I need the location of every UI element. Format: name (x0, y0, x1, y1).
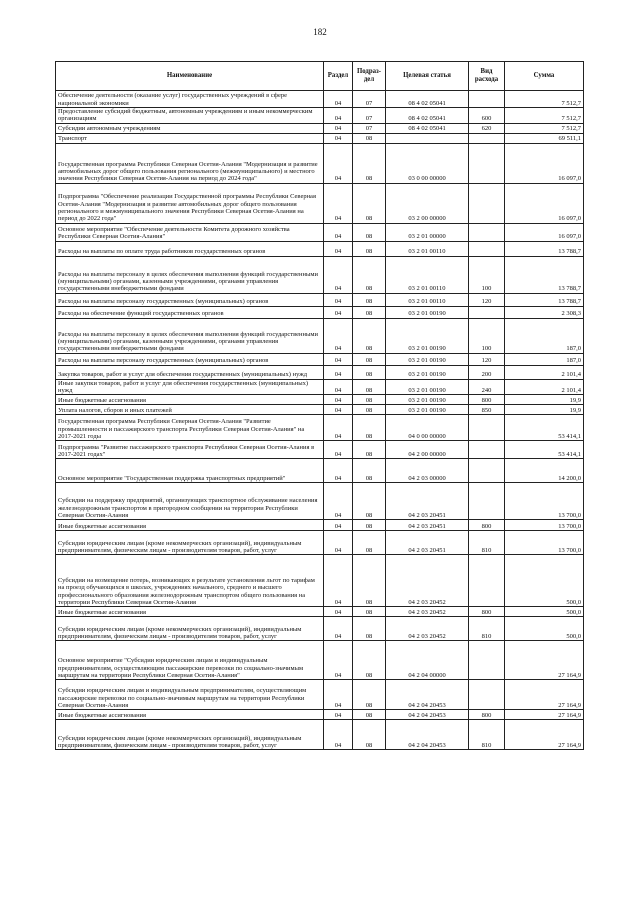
row-target-code: 08 4 02 05041 (386, 108, 469, 124)
table-row (56, 720, 584, 750)
row-section: 04 (324, 133, 353, 143)
row-subsection: 08 (353, 520, 386, 531)
table-row (56, 531, 584, 555)
row-section: 04 (324, 405, 353, 415)
row-expense-type: 800 (469, 520, 505, 531)
row-subsection: 08 (353, 293, 386, 306)
table-row (56, 108, 584, 124)
row-amount: 500,0 (505, 617, 584, 641)
table-row (56, 680, 584, 710)
row-expense-type: 120 (469, 293, 505, 306)
row-amount: 187,0 (505, 353, 584, 365)
row-section: 04 (324, 293, 353, 306)
row-name: Иные бюджетные ассигнования (56, 710, 324, 720)
table-row (56, 241, 584, 256)
row-subsection: 08 (353, 710, 386, 720)
row-amount: 53 414,1 (505, 441, 584, 459)
table-row (56, 441, 584, 459)
table-row (56, 306, 584, 318)
row-expense-type: 200 (469, 365, 505, 379)
row-expense-type (469, 241, 505, 256)
row-expense-type (469, 133, 505, 143)
row-name: Подпрограмма "Развитие пассажирского транспорта Республики Северная Осетия-Алания в 2017-2021 годах" (56, 441, 324, 459)
row-target-code: 03 2 01 00190 (386, 306, 469, 318)
row-name: Расходы на выплаты по оплате труда работников государственных органов (56, 241, 324, 256)
row-subsection: 08 (353, 720, 386, 750)
budget-table (55, 61, 584, 750)
row-target-code: 03 2 01 00190 (386, 379, 469, 395)
row-subsection: 08 (353, 379, 386, 395)
row-expense-type: 100 (469, 256, 505, 293)
header-target: Целевая статья (386, 62, 469, 91)
row-expense-type (469, 223, 505, 241)
row-name: Субсидии юридическим лицам (кроме некоммерческих организаций), индивидуальным предпринимателям, физическим лицам - производителям товаров, работ, услуг (56, 617, 324, 641)
row-section: 04 (324, 108, 353, 124)
table-row (56, 223, 584, 241)
row-subsection: 08 (353, 531, 386, 555)
row-section: 04 (324, 318, 353, 353)
row-subsection: 08 (353, 395, 386, 405)
row-amount: 13 788,7 (505, 293, 584, 306)
row-expense-type (469, 143, 505, 183)
row-target-code: 03 2 01 00110 (386, 256, 469, 293)
row-amount: 69 511,1 (505, 133, 584, 143)
row-subsection: 08 (353, 441, 386, 459)
row-expense-type: 810 (469, 531, 505, 555)
row-amount: 27 164,9 (505, 710, 584, 720)
row-expense-type (469, 306, 505, 318)
row-amount: 13 788,7 (505, 241, 584, 256)
row-name: Иные бюджетные ассигнования (56, 607, 324, 617)
row-name: Транспорт (56, 133, 324, 143)
row-subsection: 08 (353, 223, 386, 241)
row-section: 04 (324, 680, 353, 710)
table-row (56, 607, 584, 617)
row-expense-type: 600 (469, 108, 505, 124)
row-target-code: 04 2 00 00000 (386, 441, 469, 459)
row-subsection: 08 (353, 459, 386, 483)
table-header-row (56, 62, 584, 91)
row-name: Предоставление субсидий бюджетным, автономным учреждениям и иным некоммерческим организациям (56, 108, 324, 124)
row-expense-type (469, 183, 505, 223)
row-expense-type (469, 680, 505, 710)
row-target-code: 03 2 00 00000 (386, 183, 469, 223)
row-section: 04 (324, 256, 353, 293)
row-target-code: 03 2 01 00190 (386, 405, 469, 415)
row-expense-type (469, 91, 505, 108)
row-target-code: 04 0 00 00000 (386, 415, 469, 441)
row-amount: 13 788,7 (505, 256, 584, 293)
row-section: 04 (324, 720, 353, 750)
row-amount: 500,0 (505, 607, 584, 617)
row-amount: 19,9 (505, 395, 584, 405)
row-name: Иные бюджетные ассигнования (56, 520, 324, 531)
table-row (56, 710, 584, 720)
table-row (56, 483, 584, 520)
table-row (56, 293, 584, 306)
row-expense-type: 800 (469, 607, 505, 617)
table-row (56, 91, 584, 108)
row-expense-type: 810 (469, 617, 505, 641)
table-row (56, 318, 584, 353)
header-section: Раздел (324, 62, 353, 91)
row-target-code: 04 2 04 20453 (386, 680, 469, 710)
row-section: 04 (324, 123, 353, 133)
row-subsection: 08 (353, 641, 386, 680)
row-section: 04 (324, 617, 353, 641)
table-row (56, 143, 584, 183)
row-name: Субсидии юридическим лицам (кроме некоммерческих организаций), индивидуальным предпринимателям, физическим лицам - производителям товаров, работ, услуг (56, 720, 324, 750)
row-name: Субсидии на поддержку предприятий, организующих транспортное обслуживание населения железнодорожным транспортом в пригородном сообщении на территории Республики Северная Осетия-Алания (56, 483, 324, 520)
row-section: 04 (324, 555, 353, 607)
row-target-code: 03 2 01 00190 (386, 318, 469, 353)
row-subsection: 08 (353, 680, 386, 710)
row-subsection: 08 (353, 555, 386, 607)
row-expense-type (469, 441, 505, 459)
row-name: Подпрограмма "Обеспечение реализации Государственной программы Республики Северная Осетия-Алания "Модернизация и развитие автомобильных дорог общего пользования регионального и межмуниципального значения Республики Северная Осетия-Алания на период до 2022 года" (56, 183, 324, 223)
table-row (56, 459, 584, 483)
table-row (56, 555, 584, 607)
row-name: Закупка товаров, работ и услуг для обеспечения государственных (муниципальных) нужд (56, 365, 324, 379)
row-amount: 14 200,0 (505, 459, 584, 483)
table-row (56, 133, 584, 143)
row-name: Уплата налогов, сборов и иных платежей (56, 405, 324, 415)
row-expense-type (469, 483, 505, 520)
table-row (56, 520, 584, 531)
row-section: 04 (324, 143, 353, 183)
row-amount: 16 097,0 (505, 143, 584, 183)
row-target-code: 03 2 01 00190 (386, 395, 469, 405)
row-expense-type: 810 (469, 720, 505, 750)
row-target-code: 04 2 03 20452 (386, 607, 469, 617)
row-target-code: 04 2 03 20452 (386, 617, 469, 641)
row-name: Иные бюджетные ассигнования (56, 395, 324, 405)
row-name: Расходы на выплаты персоналу государственных (муниципальных) органов (56, 293, 324, 306)
row-subsection: 08 (353, 183, 386, 223)
table-row (56, 395, 584, 405)
row-target-code: 03 2 01 00190 (386, 353, 469, 365)
row-expense-type: 120 (469, 353, 505, 365)
table-row (56, 353, 584, 365)
row-amount: 27 164,9 (505, 680, 584, 710)
row-name: Государственная программа Республики Северная Осетия-Алания "Модернизация и развитие автомобильных дорог общего пользования регионального (межмуниципального) и местного значения Республики Северная Осетия-Алания на период до 2024 года" (56, 143, 324, 183)
row-expense-type (469, 415, 505, 441)
row-subsection: 08 (353, 483, 386, 520)
row-target-code: 04 2 03 20451 (386, 520, 469, 531)
row-amount: 13 700,0 (505, 531, 584, 555)
row-expense-type: 240 (469, 379, 505, 395)
row-section: 04 (324, 483, 353, 520)
table-row (56, 183, 584, 223)
row-section: 04 (324, 459, 353, 483)
row-target-code: 04 2 03 20452 (386, 555, 469, 607)
row-subsection: 08 (353, 405, 386, 415)
row-amount: 19,9 (505, 405, 584, 415)
table-row (56, 617, 584, 641)
row-amount: 7 512,7 (505, 108, 584, 124)
row-name: Субсидии юридическим лицам и индивидуальным предпринимателям, осуществляющим пассажирские перевозки по социально-значимым маршрутам на территории Республики Северная Осетия-Алания (56, 680, 324, 710)
row-section: 04 (324, 365, 353, 379)
row-section: 04 (324, 441, 353, 459)
row-name: Обеспечение деятельности (оказание услуг) государственных учреждений в сфере национальной экономики (56, 91, 324, 108)
row-section: 04 (324, 306, 353, 318)
row-amount: 53 414,1 (505, 415, 584, 441)
row-amount: 2 101,4 (505, 379, 584, 395)
row-target-code: 03 2 01 00110 (386, 293, 469, 306)
table-row (56, 405, 584, 415)
row-target-code: 04 2 04 20453 (386, 710, 469, 720)
row-section: 04 (324, 353, 353, 365)
row-name: Основное мероприятие "Государственная поддержка транспортных предприятий" (56, 459, 324, 483)
row-target-code (386, 133, 469, 143)
row-section: 04 (324, 91, 353, 108)
row-section: 04 (324, 531, 353, 555)
row-name: Основное мероприятие "Обеспечение деятельности Комитета дорожного хозяйства Республики Северная Осетия-Алания" (56, 223, 324, 241)
row-amount: 27 164,9 (505, 641, 584, 680)
table-row (56, 123, 584, 133)
row-expense-type: 620 (469, 123, 505, 133)
row-section: 04 (324, 641, 353, 680)
row-target-code: 03 2 01 00000 (386, 223, 469, 241)
row-expense-type: 800 (469, 710, 505, 720)
row-name: Субсидии на возмещение потерь, возникающих в результате установления льгот по тарифам на проезд обучающихся в школах, учреждениях начального, среднего и высшего профессионального образования железнодорожным транспортом общего пользования на территории Республики Северная Осетия-Алания (56, 555, 324, 607)
row-amount: 7 512,7 (505, 123, 584, 133)
row-target-code: 04 2 03 20451 (386, 531, 469, 555)
row-amount: 500,0 (505, 555, 584, 607)
row-section: 04 (324, 183, 353, 223)
row-amount: 16 097,0 (505, 223, 584, 241)
table-row (56, 365, 584, 379)
row-section: 04 (324, 607, 353, 617)
row-amount: 16 097,0 (505, 183, 584, 223)
row-section: 04 (324, 395, 353, 405)
row-subsection: 07 (353, 108, 386, 124)
row-target-code: 03 0 00 00000 (386, 143, 469, 183)
row-target-code: 03 2 01 00190 (386, 365, 469, 379)
row-subsection: 07 (353, 91, 386, 108)
header-expense-type: Вид расхода (469, 62, 505, 91)
row-expense-type: 850 (469, 405, 505, 415)
row-section: 04 (324, 379, 353, 395)
row-name: Расходы на выплаты персоналу в целях обеспечения выполнения функций государственными (муниципальными) органами, казенными учреждениями, органами управления государственными внебюджетными фондами (56, 256, 324, 293)
row-target-code: 04 2 04 20453 (386, 720, 469, 750)
row-section: 04 (324, 415, 353, 441)
row-section: 04 (324, 520, 353, 531)
row-expense-type (469, 555, 505, 607)
row-section: 04 (324, 241, 353, 256)
row-subsection: 08 (353, 607, 386, 617)
row-name: Государственная программа Республики Северная Осетия-Алания "Развитие промышленности и пассажирского транспорта Республики Северная Осетия-Алания" на 2017-2021 годы (56, 415, 324, 441)
row-target-code: 03 2 01 00110 (386, 241, 469, 256)
row-subsection: 08 (353, 617, 386, 641)
row-name: Субсидии автономным учреждениям (56, 123, 324, 133)
row-name: Субсидии юридическим лицам (кроме некоммерческих организаций), индивидуальным предпринимателям, физическим лицам - производителям товаров, работ, услуг (56, 531, 324, 555)
table-row (56, 256, 584, 293)
row-subsection: 08 (353, 353, 386, 365)
row-subsection: 08 (353, 143, 386, 183)
table-row (56, 641, 584, 680)
row-subsection: 08 (353, 365, 386, 379)
row-target-code: 08 4 02 05041 (386, 123, 469, 133)
row-subsection: 08 (353, 256, 386, 293)
row-amount: 2 308,3 (505, 306, 584, 318)
row-target-code: 08 4 02 05041 (386, 91, 469, 108)
row-expense-type (469, 641, 505, 680)
row-subsection: 08 (353, 318, 386, 353)
row-name: Расходы на выплаты персоналу государственных (муниципальных) органов (56, 353, 324, 365)
row-subsection: 08 (353, 241, 386, 256)
header-subsection: Подраз-дел (353, 62, 386, 91)
row-expense-type: 100 (469, 318, 505, 353)
row-section: 04 (324, 223, 353, 241)
row-amount: 13 700,0 (505, 520, 584, 531)
row-amount: 13 700,0 (505, 483, 584, 520)
row-name: Расходы на выплаты персоналу в целях обеспечения выполнения функций государственными (муниципальными) органами, казенными учреждениями, органами управления государственными внебюджетными фондами (56, 318, 324, 353)
row-expense-type: 800 (469, 395, 505, 405)
row-subsection: 08 (353, 306, 386, 318)
row-subsection: 08 (353, 133, 386, 143)
row-amount: 7 512,7 (505, 91, 584, 108)
row-subsection: 08 (353, 415, 386, 441)
row-target-code: 04 2 03 00000 (386, 459, 469, 483)
row-name: Расходы на обеспечение функций государственных органов (56, 306, 324, 318)
header-amount: Сумма (505, 62, 584, 91)
row-amount: 187,0 (505, 318, 584, 353)
page-number: 182 (313, 27, 327, 37)
table-row (56, 379, 584, 395)
row-amount: 2 101,4 (505, 365, 584, 379)
table-row (56, 415, 584, 441)
row-target-code: 04 2 03 20451 (386, 483, 469, 520)
row-name: Иные закупки товаров, работ и услуг для обеспечения государственных (муниципальных) нужд (56, 379, 324, 395)
row-name: Основное мероприятие "Субсидии юридическим лицам и индивидуальным предпринимателям, осуществляющим пассажирские перевозки по социально-значимым маршрутам на территории Республики Северная Осетия-Алания" (56, 641, 324, 680)
row-expense-type (469, 459, 505, 483)
row-section: 04 (324, 710, 353, 720)
row-subsection: 07 (353, 123, 386, 133)
row-amount: 27 164,9 (505, 720, 584, 750)
header-name: Наименование (56, 62, 324, 91)
row-target-code: 04 2 04 00000 (386, 641, 469, 680)
